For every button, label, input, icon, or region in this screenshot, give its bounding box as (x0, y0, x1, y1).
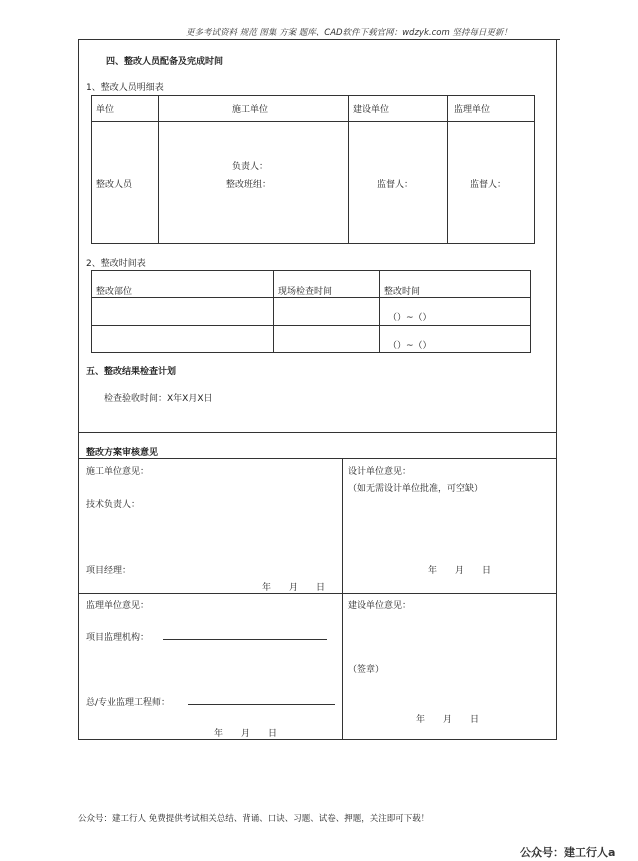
footer-note: 公众号：建工行人 免费提供考试相关总结、背诵、口诀、习题、试卷、押题，关注即可下载！ (78, 814, 430, 824)
roster-title: 1、整改人员明细表 (86, 83, 164, 93)
schedule-row2-rectify: （）~（） (388, 341, 432, 351)
design-date: 年 月 日 (428, 566, 492, 576)
supervision-engineer-line (188, 704, 335, 705)
supervision-agency-line (163, 639, 327, 640)
review-top-divider (78, 432, 557, 433)
schedule-col-divider-1 (273, 270, 274, 353)
roster-col-divider-3 (447, 95, 448, 244)
schedule-title: 2、整改时间表 (86, 259, 146, 269)
acceptance-text: 检查验收时间：X年X月X日 (104, 394, 213, 404)
schedule-table (91, 270, 531, 353)
schedule-row-divider-2 (91, 325, 531, 326)
construction-tech-lead: 技术负责人： (86, 500, 141, 510)
review-mid-divider (78, 593, 557, 594)
roster-header-owner: 建设单位 (353, 105, 390, 115)
roster-col-divider-2 (348, 95, 349, 244)
roster-header-construction: 施工单位 (232, 105, 269, 115)
roster-header-unit: 单位 (96, 105, 115, 115)
supervision-agency-label: 项目监理机构： (86, 633, 150, 643)
schedule-row1-rectify: （）~（） (388, 313, 432, 323)
owner-date: 年 月 日 (416, 715, 480, 725)
design-opinion-label: 设计单位意见： (348, 467, 412, 477)
owner-seal: （签章） (348, 665, 385, 675)
schedule-header-part: 整改部位 (96, 287, 133, 297)
header-banner: 更多考试资料 规范 图集 方案 题库、CAD软件下载官网：wdzyk.com 坚持每日更新！ (186, 28, 512, 38)
construction-opinion-label: 施工单位意见： (86, 467, 150, 477)
owner-opinion-label: 建设单位意见： (348, 601, 412, 611)
supervision-opinion-label: 监理单位意见： (86, 601, 150, 611)
roster-header-supervision: 监理单位 (454, 105, 491, 115)
supervision-date: 年 月 日 (214, 729, 278, 739)
section4-title: 四、整改人员配备及完成时间 (106, 57, 224, 67)
review-title: 整改方案审核意见 (86, 448, 159, 458)
roster-row-label: 整改人员 (96, 180, 133, 190)
roster-construction-crew: 整改班组： (226, 180, 272, 190)
schedule-header-rectify: 整改时间 (384, 287, 421, 297)
supervision-engineer-label: 总/专业监理工程师： (86, 698, 171, 708)
section5-title: 五、整改结果检查计划 (86, 367, 177, 377)
review-title-divider (78, 458, 557, 459)
roster-supervision-value: 监督人： (470, 180, 507, 190)
review-col-divider (342, 458, 343, 740)
construction-date: 年 月 日 (262, 583, 326, 593)
roster-col-divider-1 (158, 95, 159, 244)
schedule-col-divider-2 (379, 270, 380, 353)
schedule-header-check: 现场检查时间 (278, 287, 333, 297)
roster-owner-value: 监督人： (377, 180, 414, 190)
footer-watermark: 公众号：建工行人a (520, 846, 616, 859)
construction-project-manager: 项目经理： (86, 566, 132, 576)
schedule-row-divider-1 (91, 297, 531, 298)
design-opinion-note: （如无需设计单位批准，可空缺） (348, 484, 484, 494)
roster-construction-lead: 负责人： (232, 162, 269, 172)
